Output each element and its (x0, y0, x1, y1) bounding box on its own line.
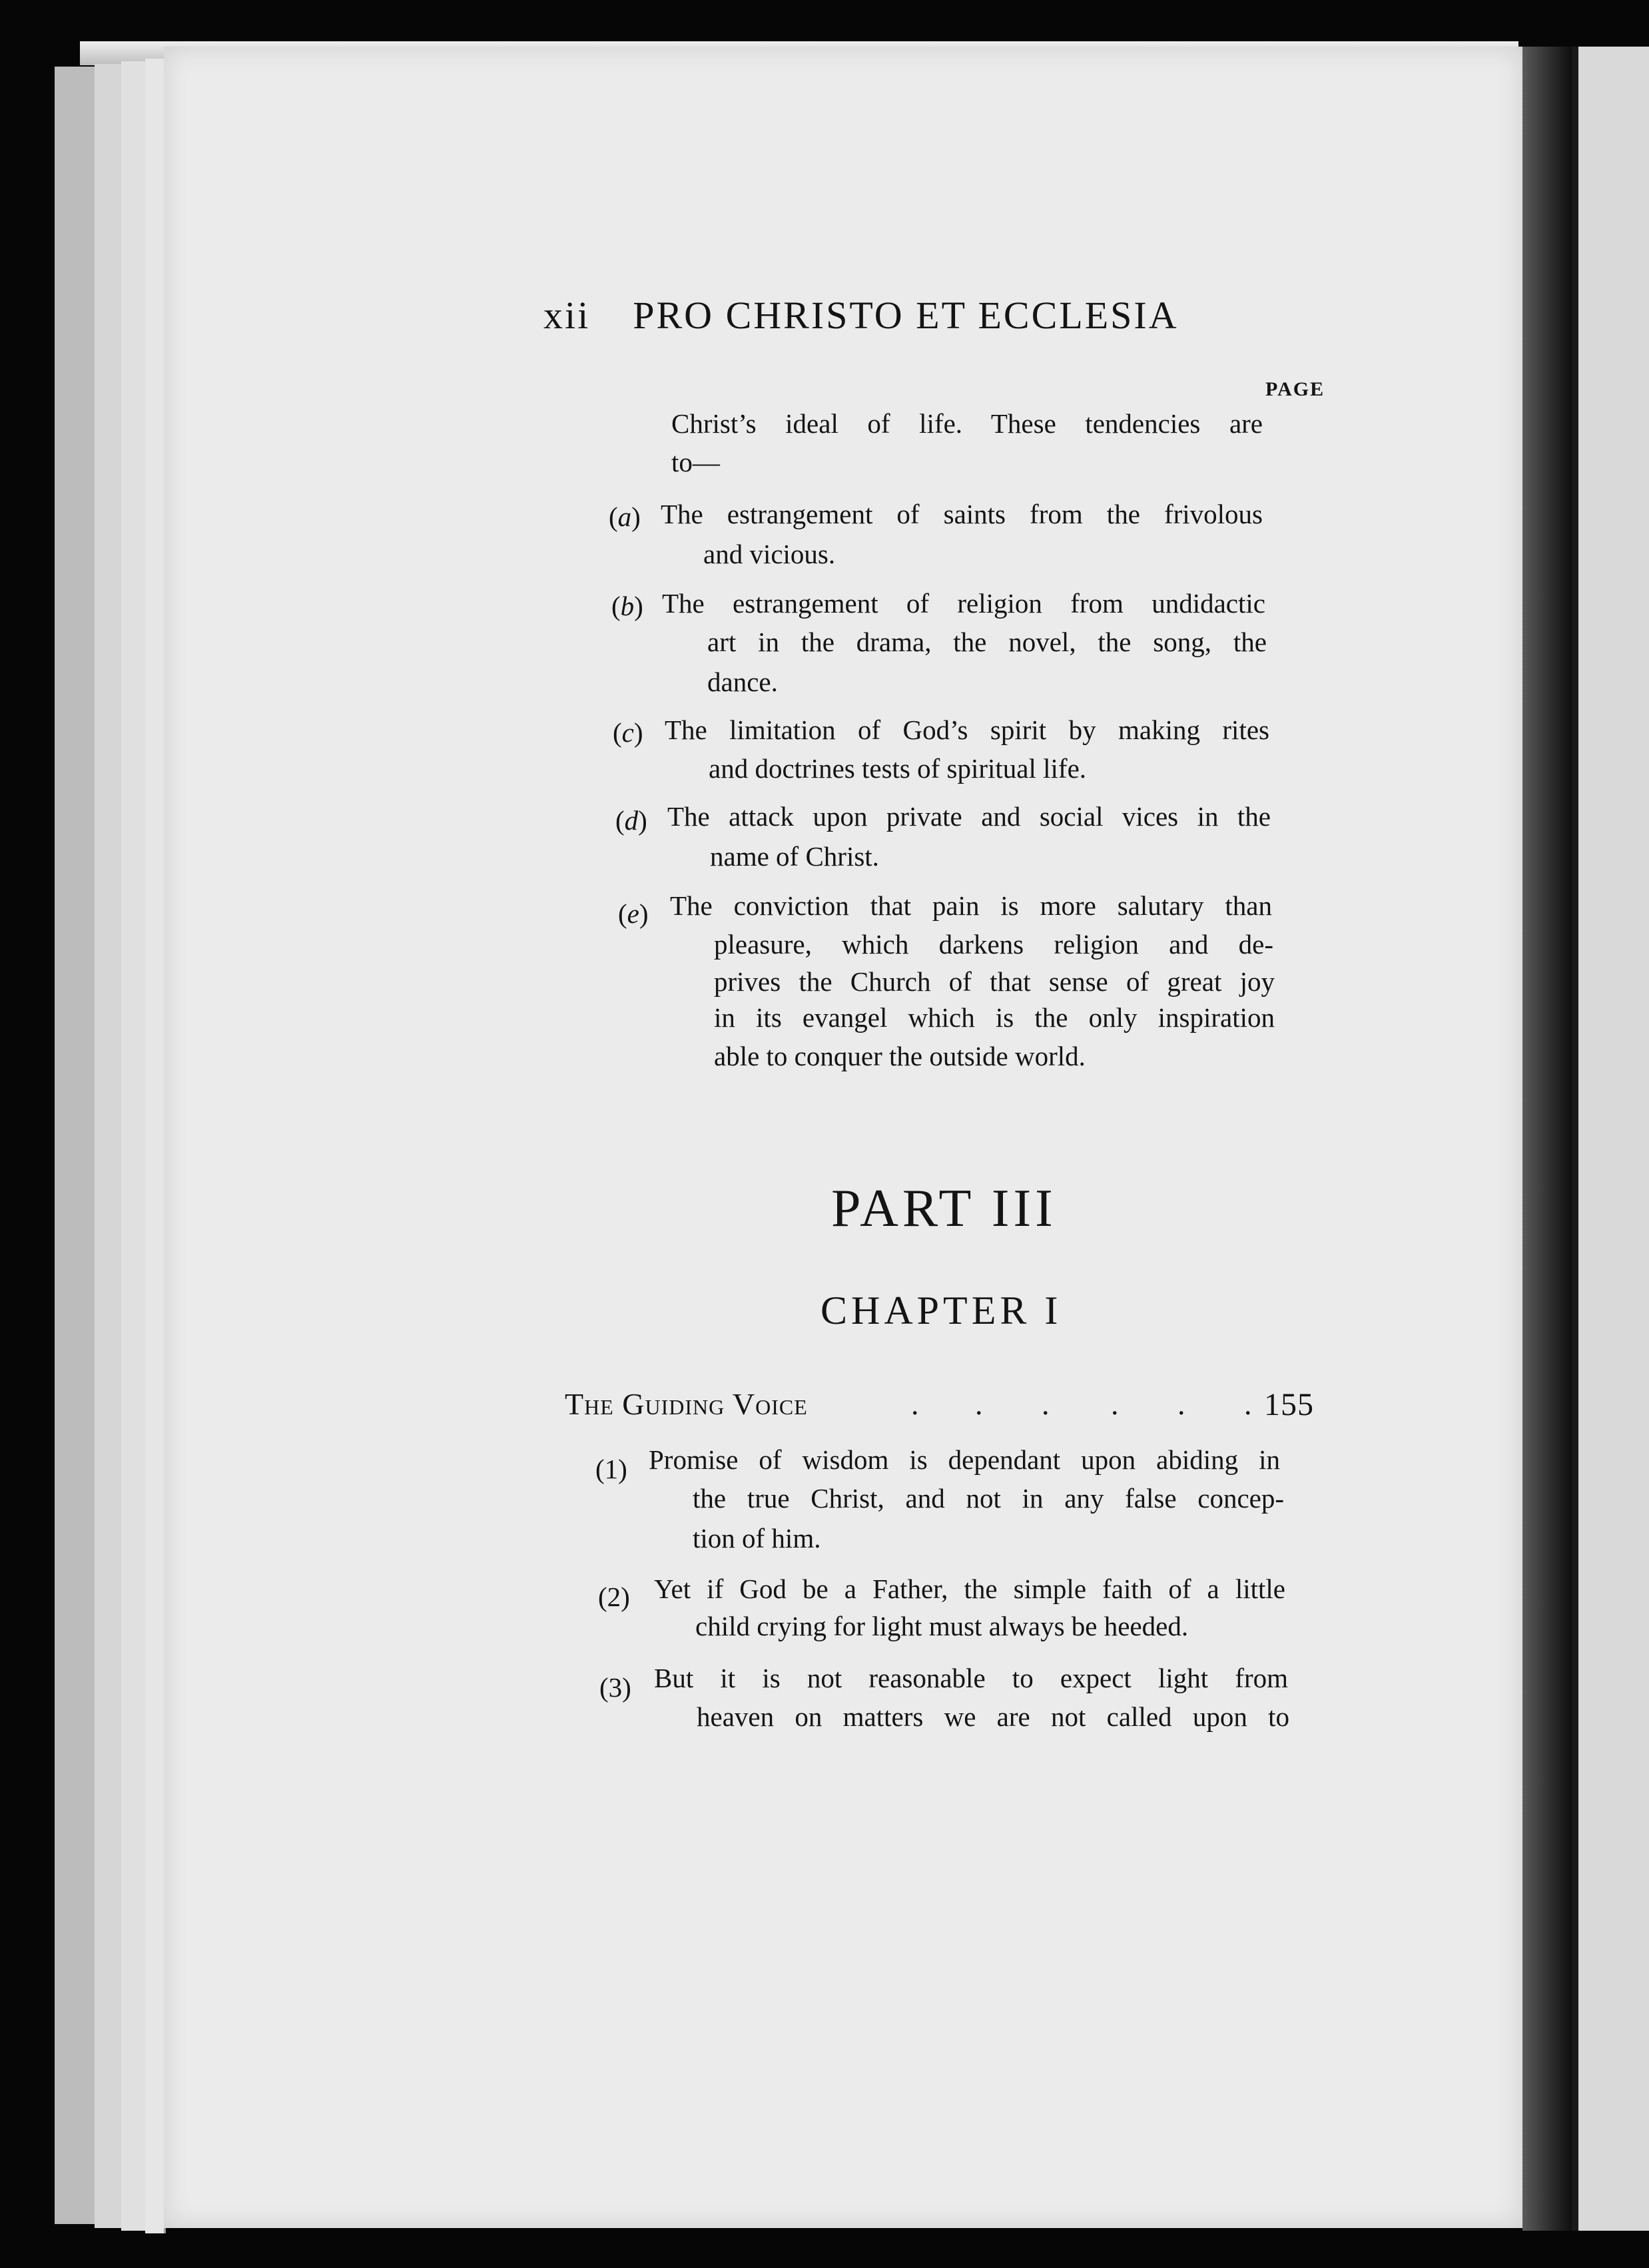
page-column-label: PAGE (1265, 378, 1325, 400)
leader-dot: . (975, 1387, 983, 1421)
running-head (543, 293, 1179, 338)
point-number: (1) (595, 1454, 627, 1484)
point-3-line: heaven on matters we are not called upon to (697, 1701, 1289, 1732)
point-1-line: tion of him. (693, 1523, 821, 1554)
page-edge (95, 64, 123, 2228)
tendency-marker: (d) (615, 805, 647, 836)
continued-text-line: to— (671, 447, 720, 477)
page-edge (145, 59, 166, 2233)
point-number: (2) (598, 1581, 630, 1612)
tendency-marker: (a) (609, 501, 641, 532)
tendency-a-line: and vicious. (703, 539, 836, 569)
point-1-line: the true Christ, and not in any false concep- (693, 1483, 1284, 1514)
tendency-c-line: and doctrines tests of spiritual life. (709, 753, 1087, 784)
tendency-c-line: The limitation of God’s spirit by making rites (665, 714, 1269, 745)
part-heading: PART III (831, 1179, 1057, 1238)
page-folio: xii (543, 294, 591, 337)
point-1-line: Promise of wisdom is dependant upon abiding in (649, 1444, 1280, 1475)
facing-page-edge (1572, 47, 1649, 2231)
chapter-heading: CHAPTER I (821, 1288, 1062, 1332)
leader-dot: . (1177, 1387, 1185, 1421)
tendency-b-line: dance. (707, 667, 778, 697)
leader-dot: . (1042, 1387, 1050, 1421)
book-page (164, 47, 1522, 2228)
tendency-e-line: in its evangel which is the only inspiration (714, 1002, 1275, 1033)
leader-dot: . (1111, 1387, 1119, 1421)
point-number: (3) (599, 1672, 631, 1703)
tendency-e-line: able to conquer the outside world. (714, 1041, 1086, 1071)
tendency-b-line: art in the drama, the novel, the song, the (707, 627, 1267, 657)
page-edge (121, 61, 147, 2231)
tendency-marker: (e) (618, 898, 649, 929)
chapter-page-number: 155 (1264, 1387, 1314, 1422)
tendency-e-line: prives the Church of that sense of great joy (714, 966, 1275, 997)
chapter-contents-entry (565, 1386, 1345, 1422)
continued-text-line: Christ’s ideal of life. These tendencies are (671, 408, 1263, 439)
tendency-marker: (c) (613, 717, 643, 748)
tendency-marker: (b) (611, 591, 643, 621)
chapter-title: The Guiding Voice (565, 1387, 808, 1421)
tendency-d-line: name of Christ. (710, 841, 879, 872)
tendency-e-line: The conviction that pain is more salutary than (670, 890, 1272, 921)
tendency-e-line: pleasure, which darkens religion and de- (714, 929, 1273, 960)
point-2-line: child crying for light must always be heeded. (695, 1611, 1189, 1641)
point-3-line: But it is not reasonable to expect light from (654, 1663, 1288, 1693)
spine-shadow (1522, 47, 1572, 2231)
leader-dot: . (911, 1387, 919, 1421)
tendency-d-line: The attack upon private and social vices in the (667, 801, 1271, 832)
point-2-line: Yet if God be a Father, the simple faith of a little (654, 1573, 1285, 1604)
page-edge (55, 67, 97, 2224)
leader-dot: . (1244, 1387, 1252, 1421)
running-title: PRO CHRISTO ET ECCLESIA (633, 294, 1179, 337)
tendency-a-line: The estrangement of saints from the frivolous (661, 499, 1263, 529)
tendency-b-line: The estrangement of religion from undidactic (662, 588, 1265, 619)
